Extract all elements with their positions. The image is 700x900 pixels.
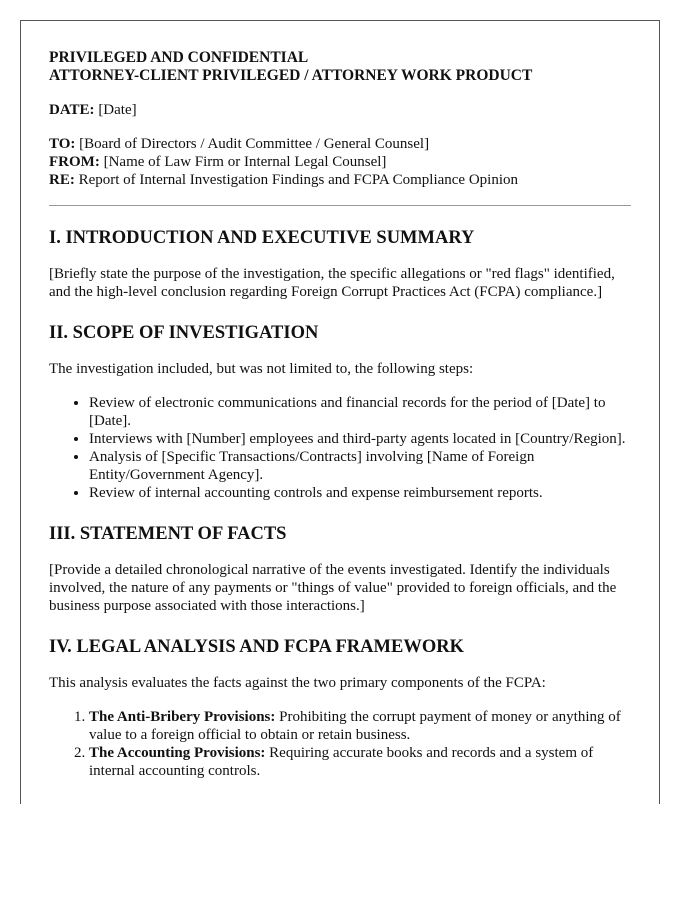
section-4-intro: This analysis evaluates the facts against the two primary components of the FCPA: [49,675,546,691]
from-label: FROM: [49,154,100,170]
to-value: [Board of Directors / Audit Committee / General Counsel] [75,136,430,152]
scope-list [49,394,631,502]
list-item: • Analysis of [Specific Transactions/Contracts] involving [Name of Foreign Entity/Government Agency]. [89,448,631,484]
date-value: [Date] [94,102,137,118]
provision-text: Prohibiting the corrupt payment of money or anything of value to a foreign official to obtain or retain business. [89,709,621,743]
section-3-body: [Provide a detailed chronological narrative of the events investigated. Identify the individuals involved, the nature of any payments or "things of value" provided to foreign officials, and the business purpose associated with those interactions.] [49,562,617,614]
provision-label: The Accounting Provisions: [89,745,266,761]
memo-block [49,135,631,189]
date-line [49,101,631,119]
section-2-intro: The investigation included, but was not limited to, the following steps: [49,361,474,377]
section-3-heading: III. STATEMENT OF FACTS [49,524,287,544]
provision-label: The Anti-Bribery Provisions: [89,709,276,725]
privilege-header [49,49,631,85]
fcpa-provisions-list [49,708,631,780]
list-item [89,744,631,780]
re-line [49,171,631,189]
list-item [89,708,631,744]
section-1-body: [Briefly state the purpose of the investigation, the specific allegations or "red flags" identified, and the high-level conclusion regarding Foreign Corrupt Practices Act (FCPA) compliance.] [49,266,615,300]
divider [49,205,631,206]
provision-text: Requiring accurate books and records and a system of internal accounting controls. [89,745,594,779]
section-4-heading: IV. LEGAL ANALYSIS AND FCPA FRAMEWORK [49,637,464,657]
from-value: [Name of Law Firm or Internal Legal Counsel] [99,154,387,170]
confidential-line: PRIVILEGED AND CONFIDENTIAL [49,49,309,66]
date-label: DATE: [49,102,95,118]
re-label: RE: [49,172,75,188]
to-label: TO: [49,136,76,152]
section-2-heading: II. SCOPE OF INVESTIGATION [49,323,319,343]
from-line [49,153,631,171]
re-value: Report of Internal Investigation Findings and FCPA Compliance Opinion [74,172,519,188]
work-product-line: ATTORNEY-CLIENT PRIVILEGED / ATTORNEY WORK PRODUCT [49,67,533,84]
to-line [49,135,631,153]
list-item: • Interviews with [Number] employees and third-party agents located in [Country/Region]. [89,430,631,448]
document-body [21,21,659,780]
list-item: • Review of internal accounting controls and expense reimbursement reports. [89,484,631,502]
section-1-heading: I. INTRODUCTION AND EXECUTIVE SUMMARY [49,228,475,248]
document-page [20,20,660,804]
list-item: • Review of electronic communications and financial records for the period of [Date] to [Date]. [89,394,631,430]
